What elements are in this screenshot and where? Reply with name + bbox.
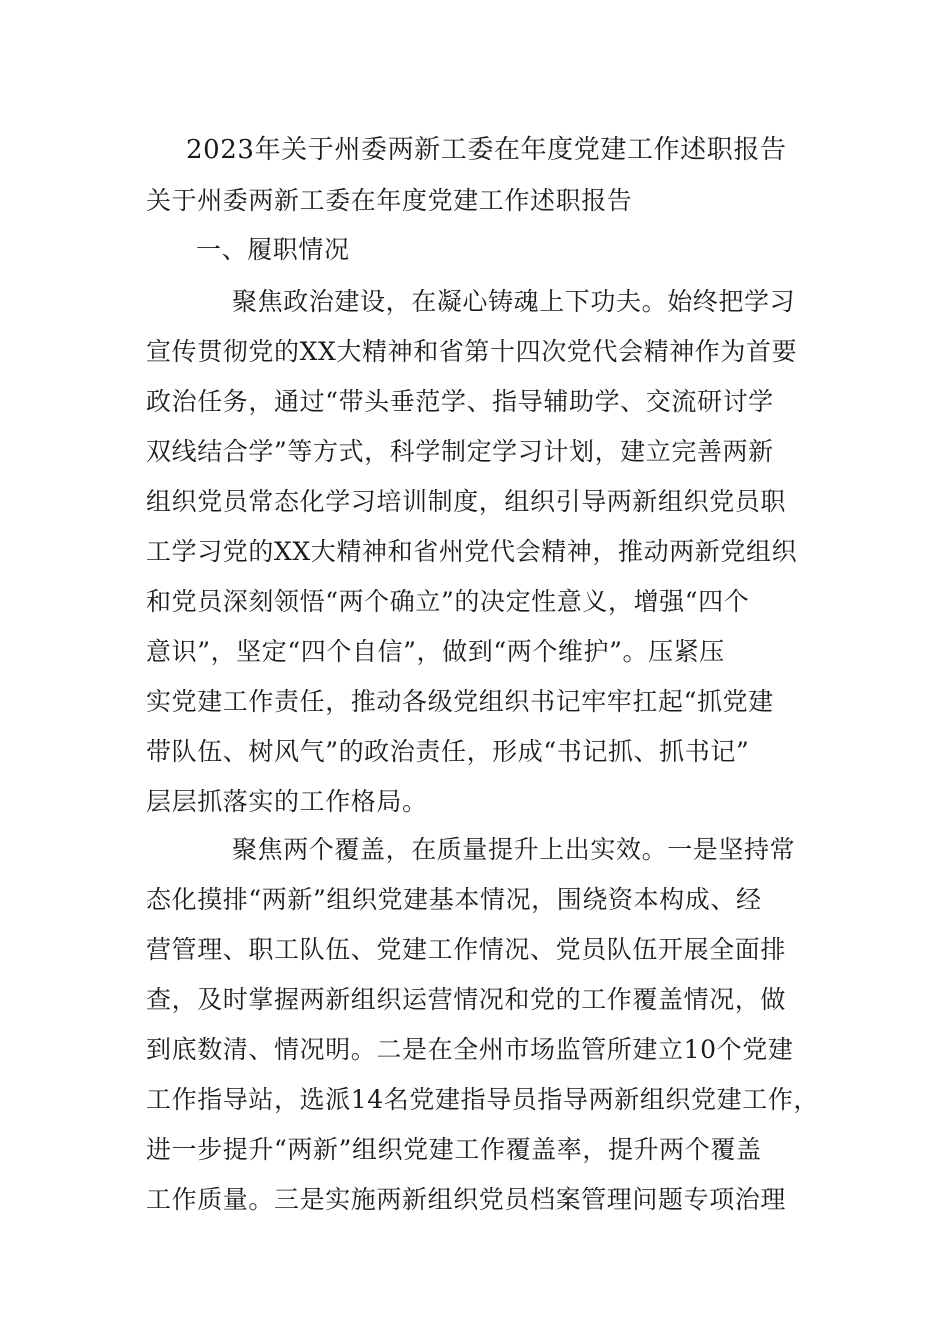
paragraph-line: 营管理、职工队伍、党建工作情况、党员队伍开展全面排 [146, 935, 787, 964]
document-title: 2023年关于州委两新工委在年度党建工作述职报告 [186, 135, 787, 165]
paragraph-line: 聚焦政治建设，在凝心铸魂上下功夫。始终把学习 [232, 287, 796, 316]
paragraph-line: 宣传贯彻党的XX大精神和省第十四次党代会精神作为首要 [146, 337, 798, 366]
paragraph-line: 和党员深刻领悟“两个确立”的决定性意义，增强“四个 [146, 587, 750, 616]
paragraph-line: 聚焦两个覆盖，在质量提升上出实效。一是坚持常 [232, 835, 796, 864]
paragraph-line: 工作质量。三是实施两新组织党员档案管理问题专项治理 [146, 1185, 787, 1214]
section-heading: 一、履职情况 [196, 235, 350, 264]
paragraph-line: 工作指导站，选派14名党建指导员指导两新组织党建工作， [146, 1085, 820, 1114]
document-subtitle: 关于州委两新工委在年度党建工作述职报告 [146, 186, 633, 215]
paragraph-line: 实党建工作责任，推动各级党组织书记牢牢扛起“抓党建 [146, 687, 774, 716]
paragraph-line: 工学习党的XX大精神和省州党代会精神，推动两新党组织 [146, 537, 798, 566]
paragraph-line: 查，及时掌握两新组织运营情况和党的工作覆盖情况，做 [146, 985, 787, 1014]
paragraph-line: 层层抓落实的工作格局。 [146, 787, 428, 816]
paragraph-line: 政治任务，通过“带头垂范学、指导辅助学、交流研讨学 [146, 387, 774, 416]
paragraph-line: 到底数清、情况明。二是在全州市场监管所建立10个党建 [146, 1035, 794, 1064]
paragraph-line: 双线结合学”等方式，科学制定学习计划，建立完善两新 [146, 437, 774, 466]
paragraph-line: 意识”，坚定“四个自信”，做到“两个维护”。压紧压 [146, 637, 725, 666]
paragraph-line: 组织党员常态化学习培训制度，组织引导两新组织党员职 [146, 487, 787, 516]
paragraph-line: 态化摸排“两新”组织党建基本情况，围绕资本构成、经 [146, 885, 762, 914]
paragraph-line: 带队伍、树风气”的政治责任，形成“书记抓、抓书记” [146, 737, 750, 766]
paragraph-line: 进一步提升“两新”组织党建工作覆盖率，提升两个覆盖 [146, 1135, 762, 1164]
